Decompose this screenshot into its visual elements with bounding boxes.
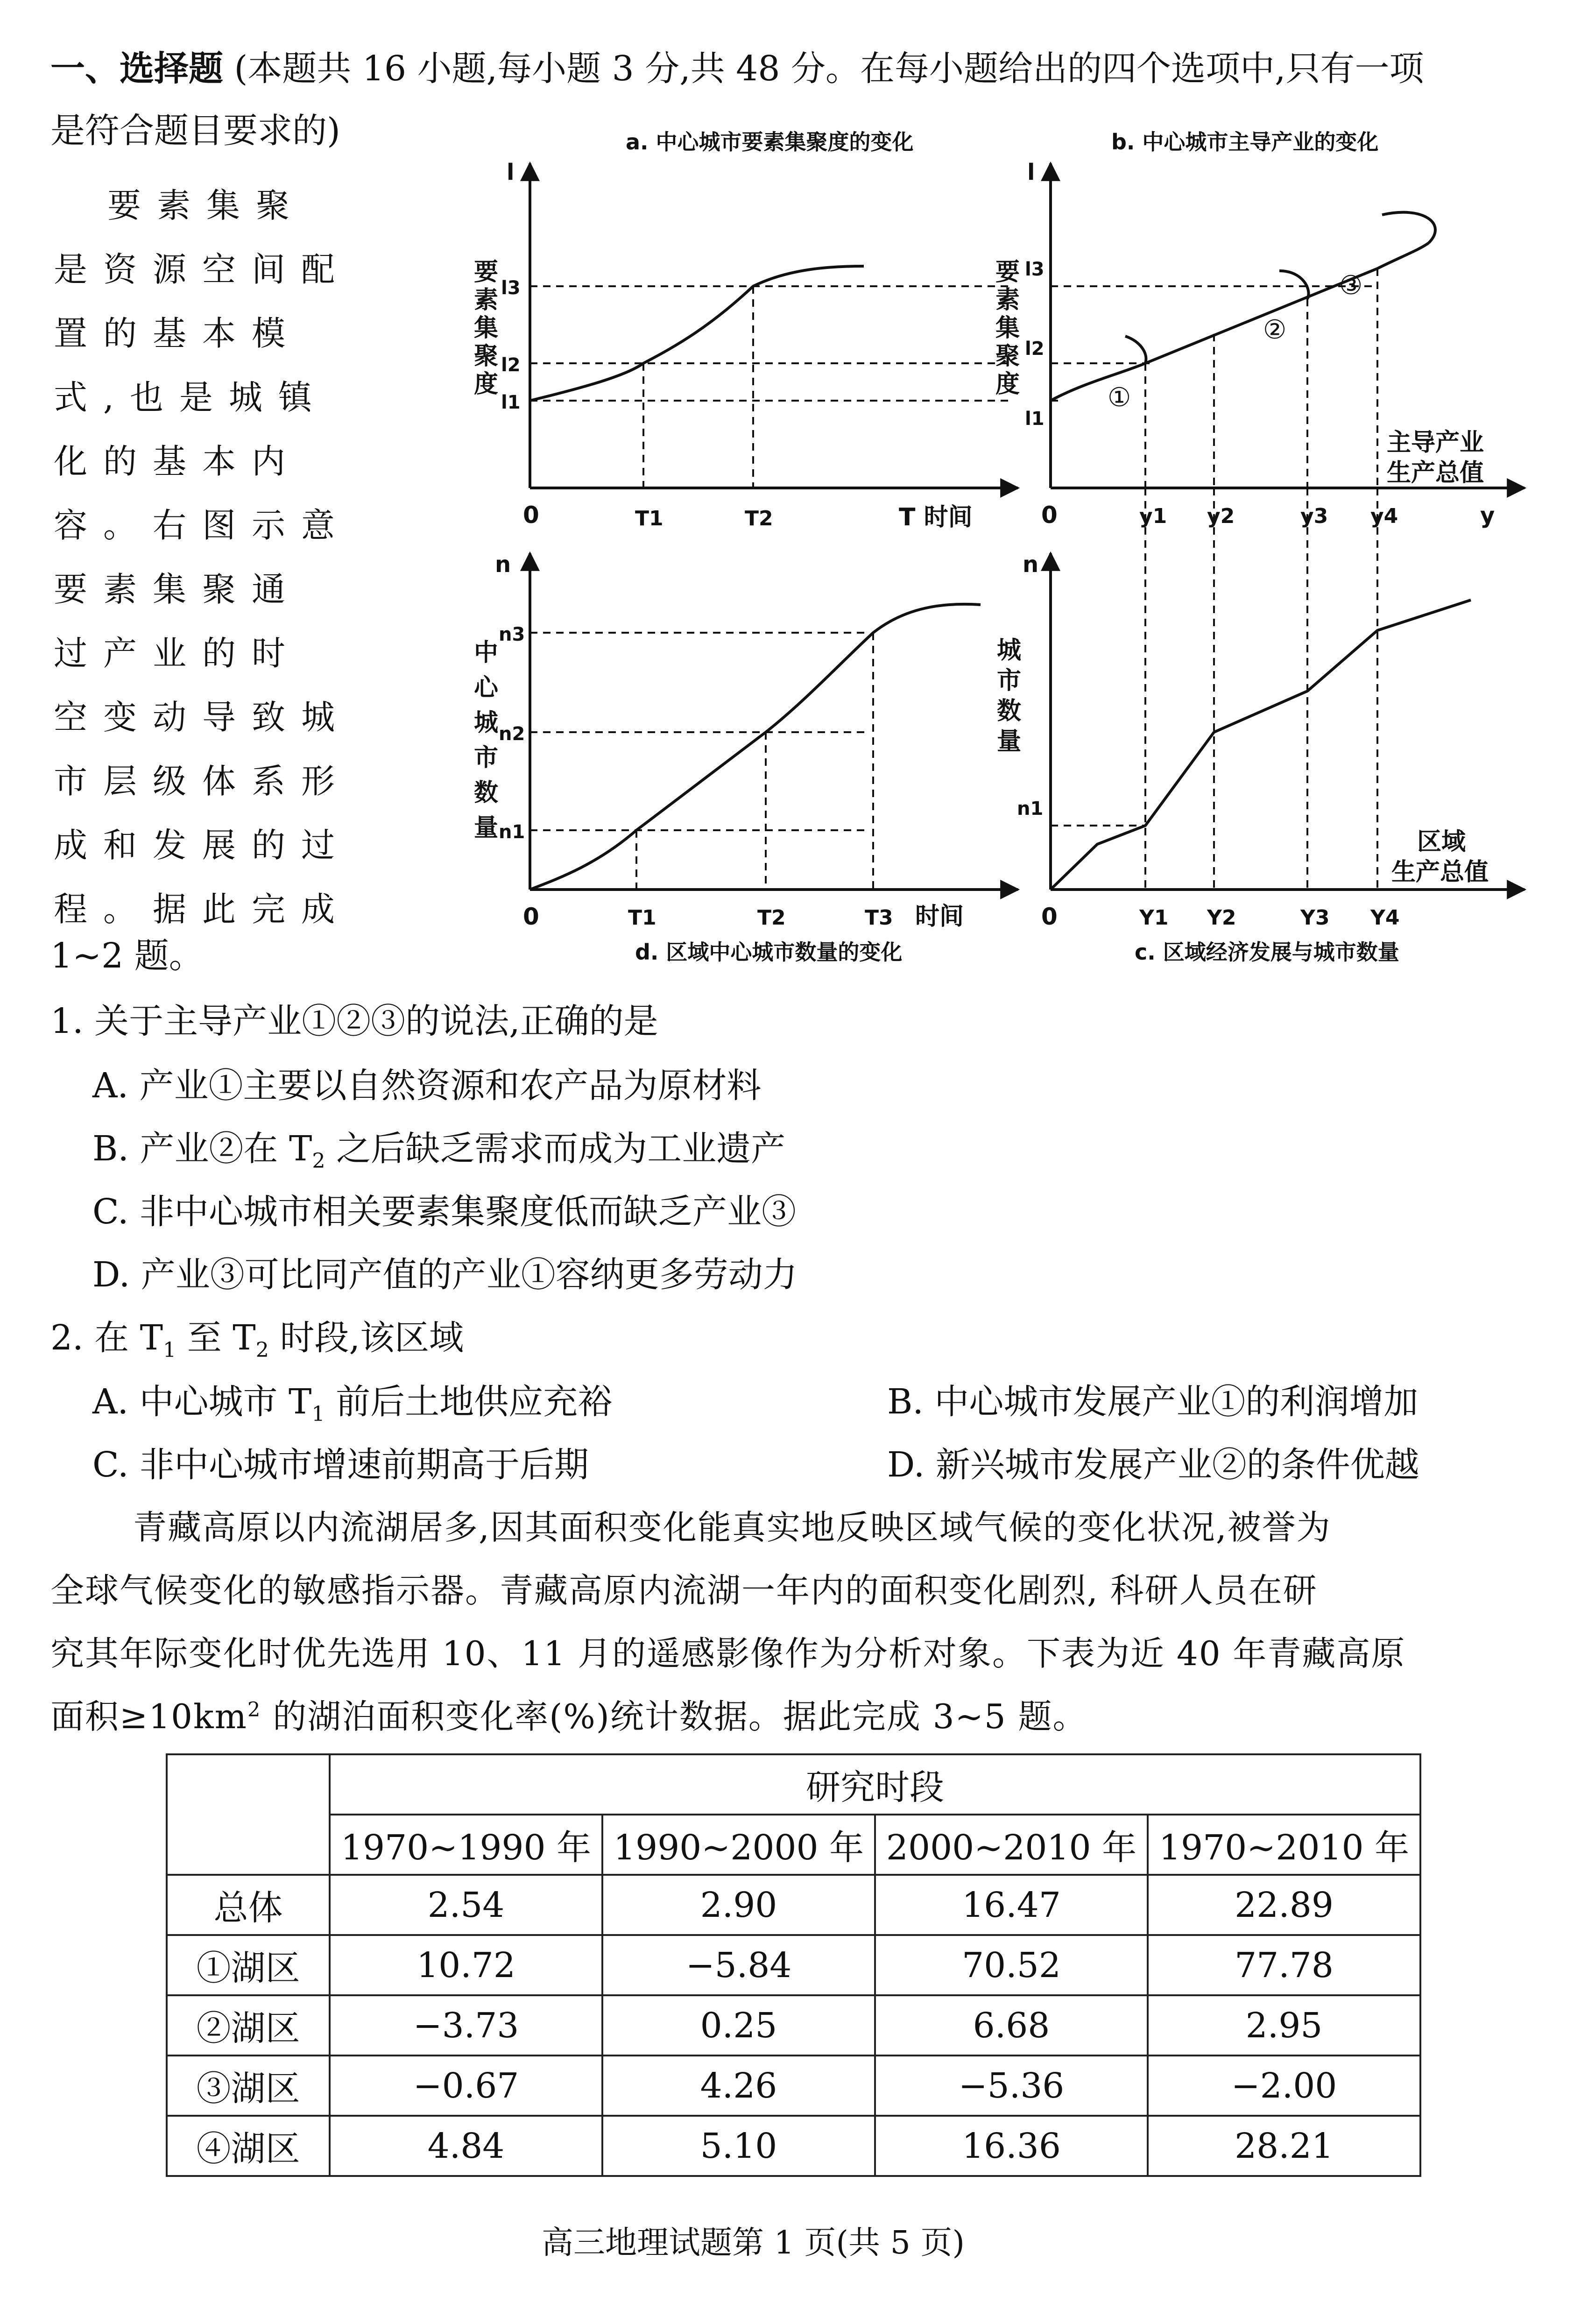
q1-stem: 1. 关于主导产业①②③的说法,正确的是	[50, 1001, 658, 1041]
figure-c-tick-y: n1	[1017, 798, 1044, 819]
intro-line: 容。右图示意	[54, 506, 351, 545]
table-cell: 2.95	[1148, 1995, 1420, 2056]
figure-b-marker: ①	[1108, 382, 1131, 413]
table-row	[167, 2056, 1420, 2116]
figure-b-tick-x: y3	[1300, 504, 1328, 528]
q2-stem-sub: 1	[163, 1338, 176, 1362]
table-cell: 6.68	[875, 1995, 1148, 2056]
figure-b-marker: ②	[1263, 315, 1287, 345]
q2-stem	[50, 1318, 464, 1362]
table-row	[167, 1935, 1420, 1995]
row-label: ①湖区	[167, 1935, 330, 1995]
q1-option-b-text: B. 产业②在 T	[92, 1129, 312, 1169]
passage-text: 面积≥10km	[50, 1697, 247, 1736]
row-label: ②湖区	[167, 1995, 330, 2056]
figure-panel	[0, 0, 1581, 981]
q2-option-c: C. 非中心城市增速前期高于后期	[92, 1445, 589, 1485]
table-cell: −5.84	[602, 1935, 875, 1995]
q2-option-a-text2: 前后土地供应充裕	[325, 1382, 613, 1422]
passage-sup: 2	[247, 1698, 261, 1722]
figure-b-tick-y: l2	[1025, 338, 1045, 360]
section-instructions-line2: 是符合题目要求的)	[50, 111, 340, 151]
figure-b-yaxis: l	[1027, 159, 1035, 185]
figure-b-xaxis: y	[1480, 502, 1495, 529]
figure-d-title: d. 区域中心城市数量的变化	[635, 939, 903, 965]
figure-d-origin: 0	[523, 903, 539, 930]
figure-c-tick-x: Y1	[1139, 906, 1169, 930]
figure-d	[474, 551, 1018, 965]
figure-c-tick-x: Y2	[1207, 906, 1236, 930]
figure-b	[995, 129, 1525, 529]
q1-option-b-sub: 2	[312, 1149, 325, 1173]
table-cell: −5.36	[875, 2056, 1148, 2116]
figure-a-tick-y: l2	[501, 354, 521, 376]
figure-b-tick-y: l1	[1025, 408, 1045, 430]
figure-b-tick-y: l3	[1025, 259, 1045, 280]
figure-d-ylabel: 中心城市数量	[474, 639, 499, 842]
intro-line: 市层级体系形	[54, 762, 351, 801]
table-cell: 28.21	[1148, 2116, 1420, 2176]
figure-a-tick-y: l3	[501, 277, 521, 299]
figure-b-ylabel: 要素集聚度	[995, 258, 1020, 398]
figure-c-yaxis: n	[1023, 551, 1039, 578]
q2-stem-text3: 时段,该区域	[268, 1318, 464, 1358]
table-cell: 77.78	[1148, 1935, 1420, 1995]
intro-line: 成和发展的过	[54, 826, 351, 865]
table-cell: 0.25	[602, 1995, 875, 2056]
section-title: 一、选择题	[50, 49, 223, 89]
figure-c	[997, 488, 1525, 965]
figure-b-origin: 0	[1041, 502, 1058, 529]
figure-a-tick-y: l1	[501, 392, 521, 413]
table-cell: −2.00	[1148, 2056, 1420, 2116]
q2-option-b: B. 中心城市发展产业①的利润增加	[887, 1382, 1419, 1422]
figure-a-tick-x: T2	[745, 507, 773, 530]
passage-text2: 的湖泊面积变化率(%)统计数据。据此完成 3~5 题。	[261, 1697, 1087, 1736]
table-cell: 4.26	[602, 2056, 875, 2116]
page-footer: 高三地理试题第 1 页(共 5 页)	[542, 2225, 965, 2261]
figure-b-tick-x: y4	[1370, 504, 1398, 528]
section-instructions: (本题共 16 小题,每小题 3 分,共 48 分。在每小题给出的四个选项中,只有一项	[234, 49, 1424, 89]
figure-d-xlabel: 时间	[915, 903, 964, 931]
figure-c-xlabel: 生产总值	[1391, 858, 1489, 886]
passage-line: 青藏高原以内流湖居多,因其面积变化能真实地反映区域气候的变化状况,被誉为	[133, 1508, 1331, 1547]
figure-b-xlabel: 主导产业	[1387, 429, 1484, 457]
intro-line: 空变动导致城	[54, 698, 351, 737]
intro-line: 过产业的时	[54, 634, 302, 673]
figure-d-tick-y: n1	[499, 821, 525, 843]
figure-d-tick-x: T3	[865, 906, 893, 930]
figure-d-yaxis: n	[495, 551, 511, 578]
intro-line: 化的基本内	[54, 442, 302, 481]
table-col-header: 1990~2000 年	[602, 1815, 875, 1875]
table-cell: 2.54	[330, 1875, 602, 1935]
figure-d-tick-y: n3	[499, 624, 525, 645]
figure-c-tick-x: Y3	[1300, 906, 1330, 930]
table-cell: 2.90	[602, 1875, 875, 1935]
q2-option-d: D. 新兴城市发展产业②的条件优越	[887, 1445, 1419, 1485]
table-cell: 70.52	[875, 1935, 1148, 1995]
figure-a-ylabel: 要素集聚度	[474, 258, 499, 398]
table-cell: −0.67	[330, 2056, 602, 2116]
table-cell: −3.73	[330, 1995, 602, 2056]
passage-line	[50, 1697, 1087, 1736]
figure-d-tick-x: T1	[628, 906, 656, 930]
figure-a-origin: 0	[523, 502, 539, 529]
figure-b-tick-x: y1	[1139, 504, 1167, 528]
intro-line: 是资源空间配	[54, 250, 351, 289]
table-cell: 5.10	[602, 2116, 875, 2176]
table-cell: 16.36	[875, 2116, 1148, 2176]
q1-option-a: A. 产业①主要以自然资源和农产品为原材料	[92, 1066, 762, 1106]
q2-option-a-sub: 1	[311, 1402, 325, 1426]
figure-a-xlabel: T 时间	[899, 503, 973, 531]
table-col-header: 1970~2010 年	[1148, 1815, 1420, 1875]
intro-line: 程。据此完成	[54, 890, 351, 929]
table-row	[167, 1995, 1420, 2056]
row-label: 总体	[167, 1875, 330, 1935]
intro-last: 1~2 题。	[50, 936, 204, 976]
q1-option-d: D. 产业③可比同产值的产业①容纳更多劳动力	[92, 1255, 798, 1295]
q2-stem-sub2: 2	[255, 1338, 269, 1362]
figure-d-tick-x: T2	[757, 906, 786, 930]
table-cell: 16.47	[875, 1875, 1148, 1935]
table-cell: 4.84	[330, 2116, 602, 2176]
figure-b-marker: ③	[1339, 270, 1363, 301]
table-row	[167, 1875, 1420, 1935]
intro-line: 要素集聚	[107, 186, 306, 225]
row-label: ③湖区	[167, 2056, 330, 2116]
figure-b-xlabel: 生产总值	[1387, 459, 1484, 487]
q2-stem-text: 2. 在 T	[50, 1318, 163, 1358]
table-row	[167, 2116, 1420, 2176]
figure-a	[474, 129, 1018, 531]
passage-line: 究其年际变化时优先选用 10、11 月的遥感影像作为分析对象。下表为近 40 年青藏高原	[50, 1634, 1406, 1673]
q2-option-a	[92, 1382, 613, 1426]
lake-area-table	[166, 1753, 1421, 2177]
q2-stem-text2: 至 T	[176, 1318, 256, 1358]
table-group-header: 研究时段	[330, 1754, 1420, 1815]
q1-option-b-text2: 之后缺乏需求而成为工业遗产	[325, 1129, 786, 1169]
intro-line: 置的基本模	[54, 314, 302, 353]
intro-line: 要素集聚通	[54, 570, 302, 609]
q1-option-b	[92, 1131, 785, 1172]
figure-a-yaxis: l	[507, 159, 515, 185]
table-corner	[167, 1754, 330, 1875]
intro-line: 式,也是城镇	[54, 378, 328, 417]
figure-c-xlabel: 区域	[1417, 828, 1466, 856]
figure-b-title: b. 中心城市主导产业的变化	[1111, 129, 1379, 155]
row-label: ④湖区	[167, 2116, 330, 2176]
figure-c-origin: 0	[1041, 903, 1058, 930]
figure-c-ylabel: 城市数量	[997, 636, 1022, 756]
figure-b-tick-x: y2	[1207, 504, 1235, 528]
table-col-header: 1970~1990 年	[330, 1815, 602, 1875]
passage-line: 全球气候变化的敏感指示器。青藏高原内流湖一年内的面积变化剧烈, 科研人员在研	[50, 1571, 1318, 1610]
figure-a-tick-x: T1	[635, 507, 663, 530]
figure-c-tick-x: Y4	[1370, 906, 1400, 930]
table-cell: 22.89	[1148, 1875, 1420, 1935]
q2-option-a-text: A. 中心城市 T	[92, 1382, 312, 1422]
table-cell: 10.72	[330, 1935, 602, 1995]
figure-a-title: a. 中心城市要素集聚度的变化	[626, 129, 914, 155]
q1-option-c: C. 非中心城市相关要素集聚度低而缺乏产业③	[92, 1192, 797, 1232]
figure-d-tick-y: n2	[499, 723, 525, 745]
figure-c-title: c. 区域经济发展与城市数量	[1135, 939, 1399, 965]
table-col-header: 2000~2010 年	[875, 1815, 1148, 1875]
